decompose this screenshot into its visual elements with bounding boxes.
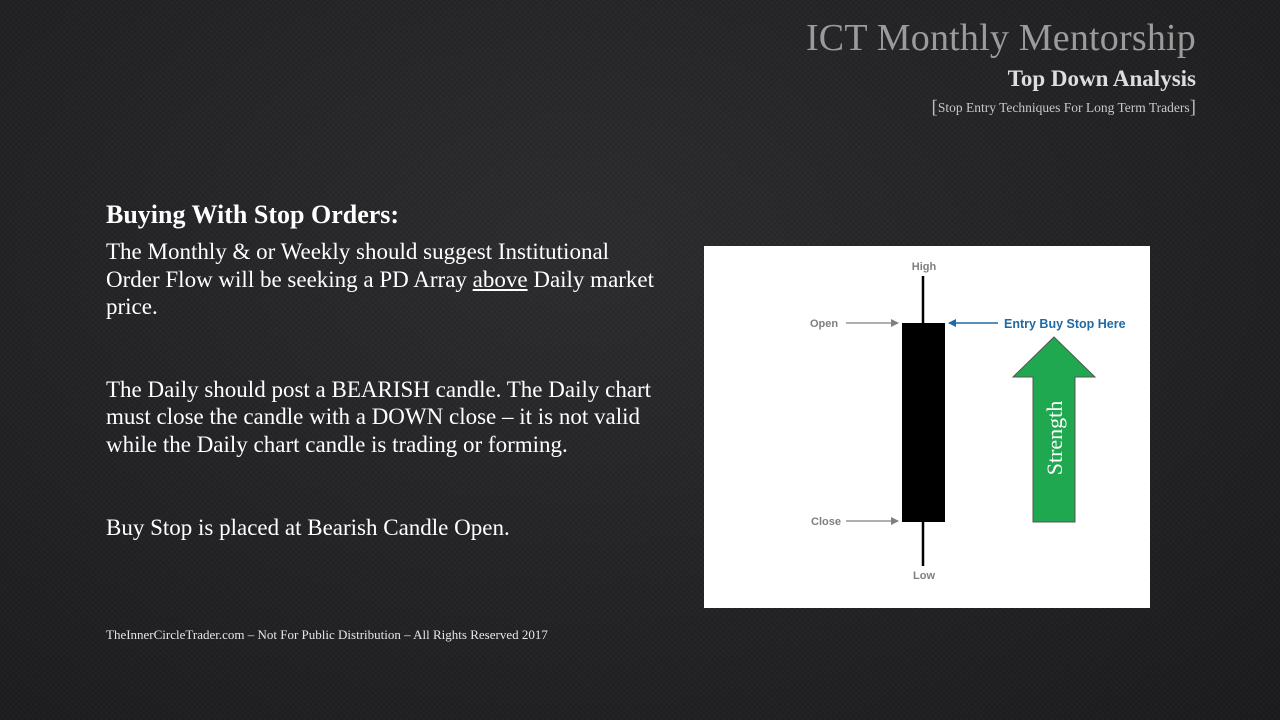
emphasis-above: above xyxy=(472,266,528,292)
strength-label: Strength xyxy=(1042,400,1067,476)
low-label: Low xyxy=(913,570,935,582)
paragraph-order-flow xyxy=(106,238,666,321)
bearish-candle-body xyxy=(902,323,945,522)
slide-tagline xyxy=(806,98,1196,118)
slide-subtitle: Top Down Analysis xyxy=(1007,66,1196,91)
paragraph-buy-stop: Buy Stop is placed at Bearish Candle Open. xyxy=(106,515,510,540)
footer-copyright: TheInnerCircleTrader.com – Not For Public Distribution – All Rights Reserved 2017 xyxy=(106,627,548,642)
paragraph-order-flow-end: Daily market price. xyxy=(106,266,655,319)
entry-buy-stop-label: Entry Buy Stop Here xyxy=(1004,317,1126,331)
high-label: High xyxy=(911,261,937,273)
open-label: Open xyxy=(810,318,839,330)
section-heading: Buying With Stop Orders: xyxy=(106,200,400,229)
close-label: Close xyxy=(811,516,841,528)
body-content xyxy=(106,198,666,542)
paragraph-order-flow-start: The Monthly & or Weekly should suggest Institutional Order Flow will be seeking a PD Array xyxy=(106,239,610,292)
slide-header xyxy=(806,16,1196,118)
candlestick-diagram-svg xyxy=(704,246,1150,608)
slide-title: ICT Monthly Mentorship xyxy=(805,17,1196,59)
paragraph-bearish-candle: The Daily should post a BEARISH candle. The Daily chart must close the candle with a DOWN close – it is not valid while the Daily chart candle is trading or forming. xyxy=(106,376,652,457)
open-bracket-glyph: [ xyxy=(931,97,938,118)
candlestick-diagram xyxy=(704,246,1150,608)
tagline-text: Stop Entry Techniques For Long Term Traders xyxy=(937,100,1190,115)
close-bracket-glyph: ] xyxy=(1189,97,1196,118)
